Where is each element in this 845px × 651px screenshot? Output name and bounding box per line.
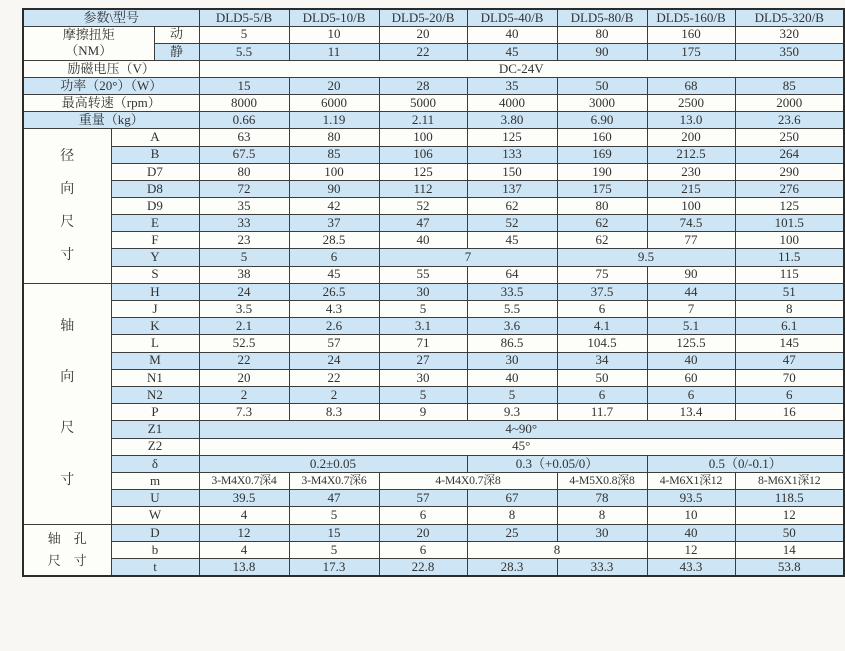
value-cell: 24 — [199, 283, 289, 300]
value-cell: 2.1 — [199, 318, 289, 335]
value-cell: 55 — [379, 266, 467, 283]
value-cell: 106 — [379, 146, 467, 163]
value-cell: 93.5 — [647, 490, 735, 507]
value-cell: 3-M4X0.7深4 — [199, 472, 289, 489]
value-cell: 3.6 — [467, 318, 557, 335]
value-cell: 30 — [379, 369, 467, 386]
value-cell: 250 — [735, 129, 844, 146]
value-cell: 20 — [289, 78, 379, 95]
value-cell: 8 — [735, 300, 844, 317]
value-cell: 8.3 — [289, 404, 379, 421]
dim-label: N1 — [111, 369, 199, 386]
value-cell: 67.5 — [199, 146, 289, 163]
value-cell: 50 — [557, 78, 647, 95]
value-cell: 3.1 — [379, 318, 467, 335]
table-row — [23, 180, 844, 197]
dim-label: δ — [111, 455, 199, 472]
value-cell: 175 — [557, 180, 647, 197]
value-cell: 200 — [647, 129, 735, 146]
value-cell: 133 — [467, 146, 557, 163]
value-cell: 6000 — [289, 95, 379, 112]
value-cell: 6 — [647, 386, 735, 403]
value-cell: 57 — [289, 335, 379, 352]
value-cell: 45° — [199, 438, 844, 455]
label-line: 尺 寸 — [47, 552, 87, 568]
value-cell: 4.3 — [289, 300, 379, 317]
value-cell: 20 — [379, 26, 467, 43]
value-cell: 2 — [289, 386, 379, 403]
value-cell: 320 — [735, 26, 844, 43]
value-cell: 16 — [735, 404, 844, 421]
value-cell: 125.5 — [647, 335, 735, 352]
value-cell: 8-M6X1深12 — [735, 472, 844, 489]
value-cell: 125 — [467, 129, 557, 146]
value-cell: 8000 — [199, 95, 289, 112]
value-cell: 23.6 — [735, 112, 844, 129]
sub-label-static: 静 — [154, 43, 199, 60]
value-cell: 52.5 — [199, 335, 289, 352]
value-cell: 10 — [647, 507, 735, 524]
value-cell: 3000 — [557, 95, 647, 112]
value-cell: 6 — [379, 507, 467, 524]
value-cell: 160 — [557, 129, 647, 146]
model-header: DLD5-40/B — [467, 9, 557, 26]
value-cell: 2.11 — [379, 112, 467, 129]
value-cell: 9.5 — [557, 249, 735, 266]
label-line: 尺 — [60, 214, 75, 230]
value-cell: 45 — [467, 43, 557, 60]
value-cell: 8 — [467, 507, 557, 524]
value-cell: 13.0 — [647, 112, 735, 129]
dim-label: H — [111, 283, 199, 300]
row-label-weight: 重量（kg） — [23, 112, 199, 129]
model-header: DLD5-20/B — [379, 9, 467, 26]
value-cell: 47 — [735, 352, 844, 369]
value-cell: 7 — [379, 249, 557, 266]
value-cell: 0.5（0/-0.1） — [647, 455, 844, 472]
value-cell: 4-M5X0.8深8 — [557, 472, 647, 489]
value-cell: 115 — [735, 266, 844, 283]
dim-label: A — [111, 129, 199, 146]
value-cell: 8 — [557, 507, 647, 524]
dim-label: b — [111, 541, 199, 558]
value-cell: 2500 — [647, 95, 735, 112]
value-cell: 290 — [735, 163, 844, 180]
value-cell: 6.1 — [735, 318, 844, 335]
value-cell: 22 — [379, 43, 467, 60]
value-cell: 0.66 — [199, 112, 289, 129]
value-cell: 112 — [379, 180, 467, 197]
value-cell: 7 — [647, 300, 735, 317]
value-cell: 90 — [647, 266, 735, 283]
value-cell: 28.3 — [467, 559, 557, 576]
value-cell: 62 — [557, 215, 647, 232]
value-cell: 4~90° — [199, 421, 844, 438]
table-row — [23, 472, 844, 489]
value-cell: 80 — [557, 198, 647, 215]
value-cell: 4.1 — [557, 318, 647, 335]
dim-label: t — [111, 559, 199, 576]
value-cell: 39.5 — [199, 490, 289, 507]
label-line: 摩擦扭矩 — [62, 27, 115, 43]
model-header: DLD5-5/B — [199, 9, 289, 26]
spec-table — [22, 8, 845, 577]
value-cell: 0.2±0.05 — [199, 455, 467, 472]
value-cell: 5 — [467, 386, 557, 403]
dim-label: D8 — [111, 180, 199, 197]
sub-label-dynamic: 动 — [154, 26, 199, 43]
table-row — [23, 232, 844, 249]
value-cell: 190 — [557, 163, 647, 180]
value-cell: 52 — [379, 198, 467, 215]
value-cell: 47 — [289, 490, 379, 507]
value-cell: 100 — [735, 232, 844, 249]
value-cell: 215 — [647, 180, 735, 197]
value-cell: 45 — [289, 266, 379, 283]
spec-table-body — [23, 9, 844, 576]
value-cell: 14 — [735, 541, 844, 558]
value-cell: 38 — [199, 266, 289, 283]
dim-label: Z1 — [111, 421, 199, 438]
value-cell: 8 — [467, 541, 647, 558]
value-cell: 12 — [199, 524, 289, 541]
dim-label: m — [111, 472, 199, 489]
value-cell: 4 — [199, 541, 289, 558]
value-cell: 22 — [289, 369, 379, 386]
value-cell: 160 — [647, 26, 735, 43]
value-cell: 37 — [289, 215, 379, 232]
value-cell: 34 — [557, 352, 647, 369]
value-cell: 276 — [735, 180, 844, 197]
value-cell: 118.5 — [735, 490, 844, 507]
value-cell: 35 — [199, 198, 289, 215]
value-cell: 80 — [557, 26, 647, 43]
value-cell: 137 — [467, 180, 557, 197]
value-cell: 27 — [379, 352, 467, 369]
dim-label: Y — [111, 249, 199, 266]
dim-label: J — [111, 300, 199, 317]
value-cell: 100 — [647, 198, 735, 215]
table-row — [23, 559, 844, 576]
value-cell: 125 — [379, 163, 467, 180]
value-cell: 0.3（+0.05/0） — [467, 455, 647, 472]
table-row — [23, 490, 844, 507]
value-cell: 53.8 — [735, 559, 844, 576]
value-cell: 75 — [557, 266, 647, 283]
value-cell: 12 — [735, 507, 844, 524]
section-label-shaft-hole-dimensions — [23, 524, 111, 575]
value-cell: 63 — [199, 129, 289, 146]
value-cell: 23 — [199, 232, 289, 249]
value-cell: 40 — [467, 369, 557, 386]
value-cell: 44 — [647, 283, 735, 300]
value-cell: 17.3 — [289, 559, 379, 576]
param-model-header: 参数\型号 — [23, 9, 199, 26]
value-cell: 13.4 — [647, 404, 735, 421]
value-cell: 40 — [379, 232, 467, 249]
value-cell: 3.80 — [467, 112, 557, 129]
value-cell: 70 — [735, 369, 844, 386]
dim-label: S — [111, 266, 199, 283]
value-cell: 12 — [647, 541, 735, 558]
table-row — [23, 352, 844, 369]
value-cell: 62 — [557, 232, 647, 249]
table-row — [23, 78, 844, 95]
value-cell: 85 — [735, 78, 844, 95]
value-cell: 101.5 — [735, 215, 844, 232]
table-row — [23, 129, 844, 146]
value-cell: 6 — [289, 249, 379, 266]
value-cell: 6 — [379, 541, 467, 558]
value-cell: 78 — [557, 490, 647, 507]
value-cell: 100 — [289, 163, 379, 180]
value-cell: 77 — [647, 232, 735, 249]
value-cell: 175 — [647, 43, 735, 60]
table-row — [23, 163, 844, 180]
table-row — [23, 386, 844, 403]
dim-label: M — [111, 352, 199, 369]
value-cell: 2000 — [735, 95, 844, 112]
value-cell: 9 — [379, 404, 467, 421]
value-cell: 30 — [467, 352, 557, 369]
value-cell: 22 — [199, 352, 289, 369]
label-line: （NM） — [65, 43, 113, 59]
excitation-voltage-value: DC-24V — [199, 60, 844, 77]
value-cell: 100 — [379, 129, 467, 146]
table-row — [23, 249, 844, 266]
table-row — [23, 9, 844, 26]
model-header: DLD5-10/B — [289, 9, 379, 26]
value-cell: 30 — [557, 524, 647, 541]
value-cell: 4-M4X0.7深8 — [379, 472, 557, 489]
dim-label: D — [111, 524, 199, 541]
table-row — [23, 266, 844, 283]
value-cell: 11.7 — [557, 404, 647, 421]
value-cell: 43.3 — [647, 559, 735, 576]
model-header: DLD5-80/B — [557, 9, 647, 26]
table-row — [23, 404, 844, 421]
table-row — [23, 26, 844, 43]
model-header: DLD5-320/B — [735, 9, 844, 26]
label-line: 径 — [60, 148, 75, 164]
value-cell: 169 — [557, 146, 647, 163]
value-cell: 125 — [735, 198, 844, 215]
dim-label: D7 — [111, 163, 199, 180]
label-line: 轴 — [60, 319, 75, 335]
value-cell: 45 — [467, 232, 557, 249]
table-row — [23, 507, 844, 524]
value-cell: 47 — [379, 215, 467, 232]
table-row — [23, 335, 844, 352]
value-cell: 7.3 — [199, 404, 289, 421]
value-cell: 4000 — [467, 95, 557, 112]
value-cell: 5 — [379, 300, 467, 317]
value-cell: 51 — [735, 283, 844, 300]
value-cell: 90 — [557, 43, 647, 60]
value-cell: 68 — [647, 78, 735, 95]
dim-label: D9 — [111, 198, 199, 215]
value-cell: 60 — [647, 369, 735, 386]
dim-label: N2 — [111, 386, 199, 403]
value-cell: 6 — [557, 300, 647, 317]
value-cell: 26.5 — [289, 283, 379, 300]
value-cell: 5 — [289, 541, 379, 558]
value-cell: 2 — [199, 386, 289, 403]
dim-label: U — [111, 490, 199, 507]
value-cell: 1.19 — [289, 112, 379, 129]
table-row — [23, 524, 844, 541]
label-line: 向 — [60, 181, 75, 197]
value-cell: 33.5 — [467, 283, 557, 300]
value-cell: 15 — [199, 78, 289, 95]
value-cell: 20 — [379, 524, 467, 541]
value-cell: 80 — [199, 163, 289, 180]
value-cell: 5 — [199, 249, 289, 266]
value-cell: 4 — [199, 507, 289, 524]
value-cell: 85 — [289, 146, 379, 163]
label-line: 寸 — [60, 472, 75, 488]
value-cell: 33.3 — [557, 559, 647, 576]
table-row — [23, 60, 844, 77]
value-cell: 33 — [199, 215, 289, 232]
value-cell: 86.5 — [467, 335, 557, 352]
section-label-axial-dimensions — [23, 283, 111, 524]
table-row — [23, 455, 844, 472]
value-cell: 90 — [289, 180, 379, 197]
value-cell: 230 — [647, 163, 735, 180]
value-cell: 5000 — [379, 95, 467, 112]
dim-label: B — [111, 146, 199, 163]
table-row — [23, 112, 844, 129]
value-cell: 5.1 — [647, 318, 735, 335]
value-cell: 67 — [467, 490, 557, 507]
table-row — [23, 215, 844, 232]
value-cell: 40 — [647, 524, 735, 541]
value-cell: 25 — [467, 524, 557, 541]
label-line: 尺 — [60, 421, 75, 437]
table-row — [23, 369, 844, 386]
dim-label: W — [111, 507, 199, 524]
dim-label: P — [111, 404, 199, 421]
value-cell: 6 — [557, 386, 647, 403]
table-row — [23, 318, 844, 335]
value-cell: 104.5 — [557, 335, 647, 352]
value-cell: 5.5 — [467, 300, 557, 317]
value-cell: 50 — [557, 369, 647, 386]
value-cell: 80 — [289, 129, 379, 146]
label-line: 轴 孔 — [47, 530, 87, 546]
value-cell: 11 — [289, 43, 379, 60]
dim-label: Z2 — [111, 438, 199, 455]
row-label-max-speed: 最高转速（rpm） — [23, 95, 199, 112]
value-cell: 212.5 — [647, 146, 735, 163]
dim-label: K — [111, 318, 199, 335]
value-cell: 52 — [467, 215, 557, 232]
table-row — [23, 198, 844, 215]
value-cell: 3-M4X0.7深6 — [289, 472, 379, 489]
row-label-power: 功率（20°）（W） — [23, 78, 199, 95]
value-cell: 20 — [199, 369, 289, 386]
dim-label: E — [111, 215, 199, 232]
value-cell: 5.5 — [199, 43, 289, 60]
value-cell: 150 — [467, 163, 557, 180]
label-line: 寸 — [60, 247, 75, 263]
value-cell: 5 — [289, 507, 379, 524]
value-cell: 40 — [467, 26, 557, 43]
value-cell: 15 — [289, 524, 379, 541]
value-cell: 37.5 — [557, 283, 647, 300]
value-cell: 71 — [379, 335, 467, 352]
value-cell: 50 — [735, 524, 844, 541]
row-label-friction-torque — [23, 26, 154, 60]
label-line: 向 — [60, 370, 75, 386]
value-cell: 42 — [289, 198, 379, 215]
value-cell: 350 — [735, 43, 844, 60]
value-cell: 13.8 — [199, 559, 289, 576]
value-cell: 40 — [647, 352, 735, 369]
table-row — [23, 283, 844, 300]
value-cell: 64 — [467, 266, 557, 283]
value-cell: 35 — [467, 78, 557, 95]
value-cell: 2.6 — [289, 318, 379, 335]
dim-label: L — [111, 335, 199, 352]
value-cell: 28 — [379, 78, 467, 95]
value-cell: 10 — [289, 26, 379, 43]
value-cell: 62 — [467, 198, 557, 215]
section-label-radial-dimensions — [23, 129, 111, 283]
value-cell: 145 — [735, 335, 844, 352]
dim-label: F — [111, 232, 199, 249]
value-cell: 72 — [199, 180, 289, 197]
value-cell: 6 — [735, 386, 844, 403]
value-cell: 11.5 — [735, 249, 844, 266]
value-cell: 30 — [379, 283, 467, 300]
value-cell: 6.90 — [557, 112, 647, 129]
table-row — [23, 146, 844, 163]
value-cell: 264 — [735, 146, 844, 163]
row-label-excitation-voltage: 励磁电压（V） — [23, 60, 199, 77]
table-row — [23, 300, 844, 317]
value-cell: 5 — [379, 386, 467, 403]
table-row — [23, 438, 844, 455]
value-cell: 22.8 — [379, 559, 467, 576]
table-row — [23, 541, 844, 558]
value-cell: 57 — [379, 490, 467, 507]
value-cell: 5 — [199, 26, 289, 43]
table-row — [23, 95, 844, 112]
model-header: DLD5-160/B — [647, 9, 735, 26]
table-row — [23, 421, 844, 438]
value-cell: 28.5 — [289, 232, 379, 249]
value-cell: 9.3 — [467, 404, 557, 421]
value-cell: 4-M6X1深12 — [647, 472, 735, 489]
value-cell: 74.5 — [647, 215, 735, 232]
value-cell: 3.5 — [199, 300, 289, 317]
value-cell: 24 — [289, 352, 379, 369]
